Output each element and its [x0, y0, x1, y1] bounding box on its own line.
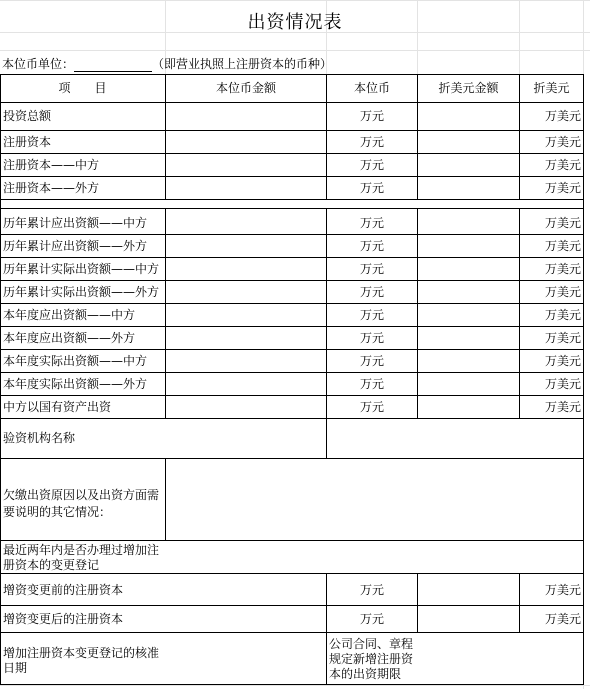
approval-date-label: 增加注册资本变更登记的核准日期: [3, 646, 160, 675]
header-usd: 折美元: [533, 81, 570, 95]
row-label: 注册资本: [3, 135, 52, 149]
header-currency: 本位币: [353, 81, 390, 95]
row-unit: 万元: [359, 135, 384, 149]
row-unit: 万元: [359, 158, 384, 172]
row-unit: 万元: [359, 331, 384, 345]
row-label: 历年累计实际出资额——外方: [3, 285, 160, 299]
row-unit: 万元: [359, 216, 384, 230]
after-increase-usd-unit: 万美元: [544, 612, 581, 626]
arrears-note-label: 欠缴出资原因以及出资方面需要说明的其它情况：: [3, 488, 160, 519]
header-usd-amount: 折美元金额: [438, 81, 499, 95]
contract-term-label: 公司合同、章程规定新增注册资本的出资期限: [329, 637, 414, 681]
row-label: 历年累计实际出资额——中方: [3, 262, 160, 276]
form-title: 出资情况表: [247, 12, 343, 33]
row-usd-unit: 万美元: [544, 216, 581, 230]
row-label: 投资总额: [3, 109, 52, 123]
row-usd-unit: 万美元: [544, 285, 581, 299]
currency-unit-note: （即营业执照上注册资本的币种）: [152, 57, 333, 71]
row-unit: 万元: [359, 109, 384, 123]
before-increase-label: 增资变更前的注册资本: [3, 583, 124, 597]
row-label: 本年度应出资额——外方: [3, 331, 136, 345]
header-item: 项 目: [58, 81, 107, 95]
row-usd-unit: 万美元: [544, 354, 581, 368]
row-label: 本年度应出资额——中方: [3, 308, 136, 322]
row-unit: 万元: [359, 400, 384, 414]
row-usd-unit: 万美元: [544, 377, 581, 391]
row-label: 历年累计应出资额——外方: [3, 239, 148, 253]
row-usd-unit: 万美元: [544, 109, 581, 123]
currency-unit-line: [2, 55, 332, 72]
currency-unit-label: 本位币单位：: [2, 57, 75, 71]
currency-unit-input[interactable]: [74, 60, 152, 72]
row-usd-unit: 万美元: [544, 400, 581, 414]
recent-change-label: 最近两年内是否办理过增加注册资本的变更登记: [3, 543, 160, 572]
after-increase-label: 增资变更后的注册资本: [3, 612, 124, 626]
row-usd-unit: 万美元: [544, 262, 581, 276]
row-unit: 万元: [359, 181, 384, 195]
row-usd-unit: 万美元: [544, 308, 581, 322]
row-unit: 万元: [359, 354, 384, 368]
verify-org-label: 验资机构名称: [3, 431, 76, 445]
row-usd-unit: 万美元: [544, 135, 581, 149]
row-label: 中方以国有资产出资: [3, 400, 112, 414]
after-increase-unit: 万元: [359, 612, 384, 626]
row-usd-unit: 万美元: [544, 331, 581, 345]
row-label: 历年累计应出资额——中方: [3, 216, 148, 230]
row-unit: 万元: [359, 285, 384, 299]
row-usd-unit: 万美元: [544, 239, 581, 253]
row-unit: 万元: [359, 262, 384, 276]
row-unit: 万元: [359, 377, 384, 391]
header-amount: 本位币金额: [215, 81, 276, 95]
row-label: 本年度实际出资额——外方: [3, 377, 148, 391]
row-label: 注册资本——外方: [3, 181, 100, 195]
row-label: 注册资本——中方: [3, 158, 100, 172]
row-unit: 万元: [359, 308, 384, 322]
row-label: 本年度实际出资额——中方: [3, 354, 148, 368]
row-unit: 万元: [359, 239, 384, 253]
row-usd-unit: 万美元: [544, 158, 581, 172]
before-increase-unit: 万元: [359, 583, 384, 597]
before-increase-usd-unit: 万美元: [544, 583, 581, 597]
row-usd-unit: 万美元: [544, 181, 581, 195]
